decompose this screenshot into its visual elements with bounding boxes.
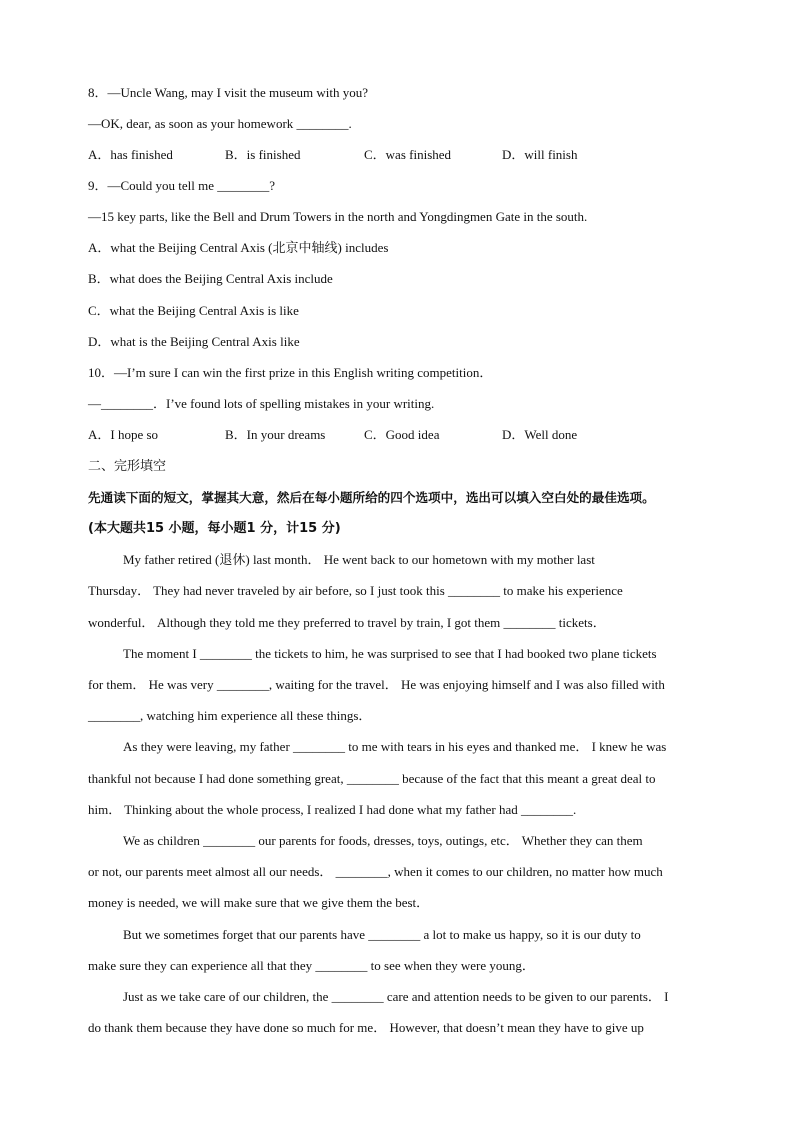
passage-line: Thursday． They had never traveled by air before, so I just took this ________ to make his experience xyxy=(88,583,623,598)
q9-reply: —15 key parts, like the Bell and Drum Towers in the north and Yongdingmen Gate in the south. xyxy=(88,209,588,224)
section-scoring-note: (本大题共15 小题，每小题1 分，计15 分) xyxy=(88,521,341,536)
section-instruction: 先通读下面的短文，掌握其大意，然后在每小题所给的四个选项中，选出可以填入空白处的最佳选项。 xyxy=(88,490,655,505)
q10-option-b: B．In your dreams xyxy=(225,427,326,442)
passage-line: The moment I ________ the tickets to him, he was surprised to see that I had booked two plane tickets xyxy=(123,646,657,661)
passage-line: My father retired (退休) last month． He went back to our hometown with my mother last xyxy=(123,552,595,567)
q10-option-c: C．Good idea xyxy=(364,427,440,442)
q9-option-d: D．what is the Beijing Central Axis like xyxy=(88,334,300,349)
q10-options xyxy=(88,427,708,443)
passage-line: or not, our parents meet almost all our needs． ________, when it comes to our children, no matter how much xyxy=(88,864,663,879)
q9-option-a: A．what the Beijing Central Axis (北京中轴线) includes xyxy=(88,240,389,255)
q8-reply: —OK, dear, as soon as your homework ________. xyxy=(88,116,352,131)
q8-option-a: A．has finished xyxy=(88,147,173,162)
q10-reply: —________．I’ve found lots of spelling mistakes in your writing. xyxy=(88,396,435,411)
q8-option-d: D．will finish xyxy=(502,147,578,162)
passage-line: money is needed, we will make sure that we give them the best． xyxy=(88,895,430,910)
passage-line: wonderful． Although they told me they preferred to travel by train, I got them ________ tickets． xyxy=(88,615,606,630)
q9-option-b: B．what does the Beijing Central Axis include xyxy=(88,271,333,286)
q10-option-a: A．I hope so xyxy=(88,427,159,442)
passage-line: ________, watching him experience all these things． xyxy=(88,708,372,723)
q8-option-b: B．is finished xyxy=(225,147,301,162)
passage-line: But we sometimes forget that our parents have ________ a lot to make us happy, so it is our duty to xyxy=(123,927,641,942)
passage-line: Just as we take care of our children, the ________ care and attention needs to be given to our parents． I xyxy=(123,989,669,1004)
q10-option-d: D．Well done xyxy=(502,427,578,442)
q9-stem: 9．—Could you tell me ________? xyxy=(88,178,276,193)
passage-line: thankful not because I had done something great, ________ because of the fact that this meant a great deal to xyxy=(88,771,656,786)
q10-stem: 10．—I’m sure I can win the first prize in this English writing competition． xyxy=(88,365,493,380)
section-heading: 二、完形填空 xyxy=(88,459,167,474)
passage-line: do thank them because they have done so much for me． However, that doesn’t mean they have to give up xyxy=(88,1020,644,1035)
passage-line: him． Thinking about the whole process, I realized I had done what my father had ________. xyxy=(88,802,577,817)
q8-stem: 8．—Uncle Wang, may I visit the museum with you? xyxy=(88,85,368,100)
passage-line: As they were leaving, my father ________ to me with tears in his eyes and thanked me． I knew he was xyxy=(123,739,667,754)
passage-line: for them． He was very ________, waiting for the travel． He was enjoying himself and I was also filled with xyxy=(88,677,665,692)
q8-options xyxy=(88,147,708,163)
passage-line: make sure they can experience all that they ________ to see when they were young． xyxy=(88,958,535,973)
q9-option-c: C．what the Beijing Central Axis is like xyxy=(88,303,299,318)
q8-option-c: C．was finished xyxy=(364,147,452,162)
passage-line: We as children ________ our parents for foods, dresses, toys, outings, etc． Whether they can them xyxy=(123,833,643,848)
